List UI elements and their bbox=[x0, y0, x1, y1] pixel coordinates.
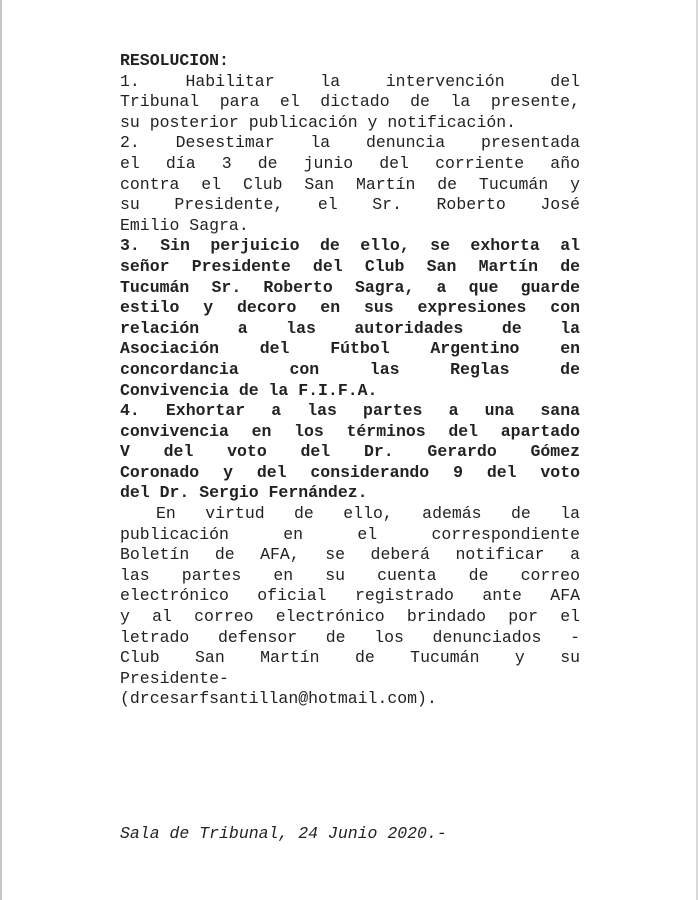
page-edge-left bbox=[0, 0, 2, 900]
item-4-line: del Dr. Sergio Fernández. bbox=[120, 483, 368, 503]
closing-paragraph bbox=[120, 504, 580, 710]
item-2-line: Emilio Sagra. bbox=[120, 215, 249, 235]
item-3-line: 3. Sin perjuicio de ello, se exhorta al bbox=[120, 236, 580, 256]
item-4-line: V del voto del Dr. Gerardo Gómez bbox=[120, 442, 580, 462]
item-2-line: su Presidente, el Sr. Roberto José bbox=[120, 195, 580, 215]
item-3-line: Convivencia de la F.I.F.A. bbox=[120, 380, 378, 400]
closing-line: las partes en su cuenta de correo bbox=[120, 565, 580, 585]
item-2-line: el día 3 de junio del corriente año bbox=[120, 153, 580, 173]
closing-line: letrado defensor de los denunciados - bbox=[120, 627, 580, 647]
item-4-line: 4. Exhortar a las partes a una sana bbox=[120, 401, 580, 421]
closing-line: publicación en el correspondiente bbox=[120, 524, 580, 544]
closing-line: y al correo electrónico brindado por el bbox=[120, 607, 580, 627]
signature-date-line: Sala de Tribunal, 24 Junio 2020.- bbox=[120, 824, 447, 843]
item-1-line: Tribunal para el dictado de la presente, bbox=[120, 92, 580, 112]
item-1-line: su posterior publicación y notificación. bbox=[120, 112, 517, 132]
item-3-line: Asociación del Fútbol Argentino en bbox=[120, 339, 580, 359]
closing-line: En virtud de ello, además de la bbox=[156, 504, 580, 524]
item-2-line: contra el Club San Martín de Tucumán y bbox=[120, 174, 580, 194]
item-3-line: relación a las autoridades de la bbox=[120, 318, 580, 338]
item-4-line: convivencia en los términos del apartado bbox=[120, 421, 580, 441]
item-3 bbox=[120, 236, 580, 401]
item-3-line: señor Presidente del Club San Martín de bbox=[120, 256, 580, 276]
item-1 bbox=[120, 72, 580, 134]
item-3-line: Tucumán Sr. Roberto Sagra, a que guarde bbox=[120, 277, 580, 297]
closing-line: Presidente- bbox=[120, 668, 229, 688]
closing-line: electrónico oficial registrado ante AFA bbox=[120, 586, 580, 606]
item-2-line: 2. Desestimar la denuncia presentada bbox=[120, 133, 580, 153]
closing-line: Boletín de AFA, se deberá notificar a bbox=[120, 545, 580, 565]
item-3-line: concordancia con las Reglas de bbox=[120, 359, 580, 379]
resolution-heading: RESOLUCION: bbox=[120, 51, 229, 70]
closing-line: Club San Martín de Tucumán y su bbox=[120, 648, 580, 668]
item-3-line: estilo y decoro en sus expresiones con bbox=[120, 298, 580, 318]
item-4-line: Coronado y del considerando 9 del voto bbox=[120, 462, 580, 482]
item-4 bbox=[120, 401, 580, 504]
email-address: (drcesarfsantillan@hotmail.com). bbox=[120, 689, 437, 709]
resolution-document bbox=[120, 51, 580, 710]
item-2 bbox=[120, 133, 580, 236]
item-1-line: 1. Habilitar la intervención del bbox=[120, 71, 580, 91]
